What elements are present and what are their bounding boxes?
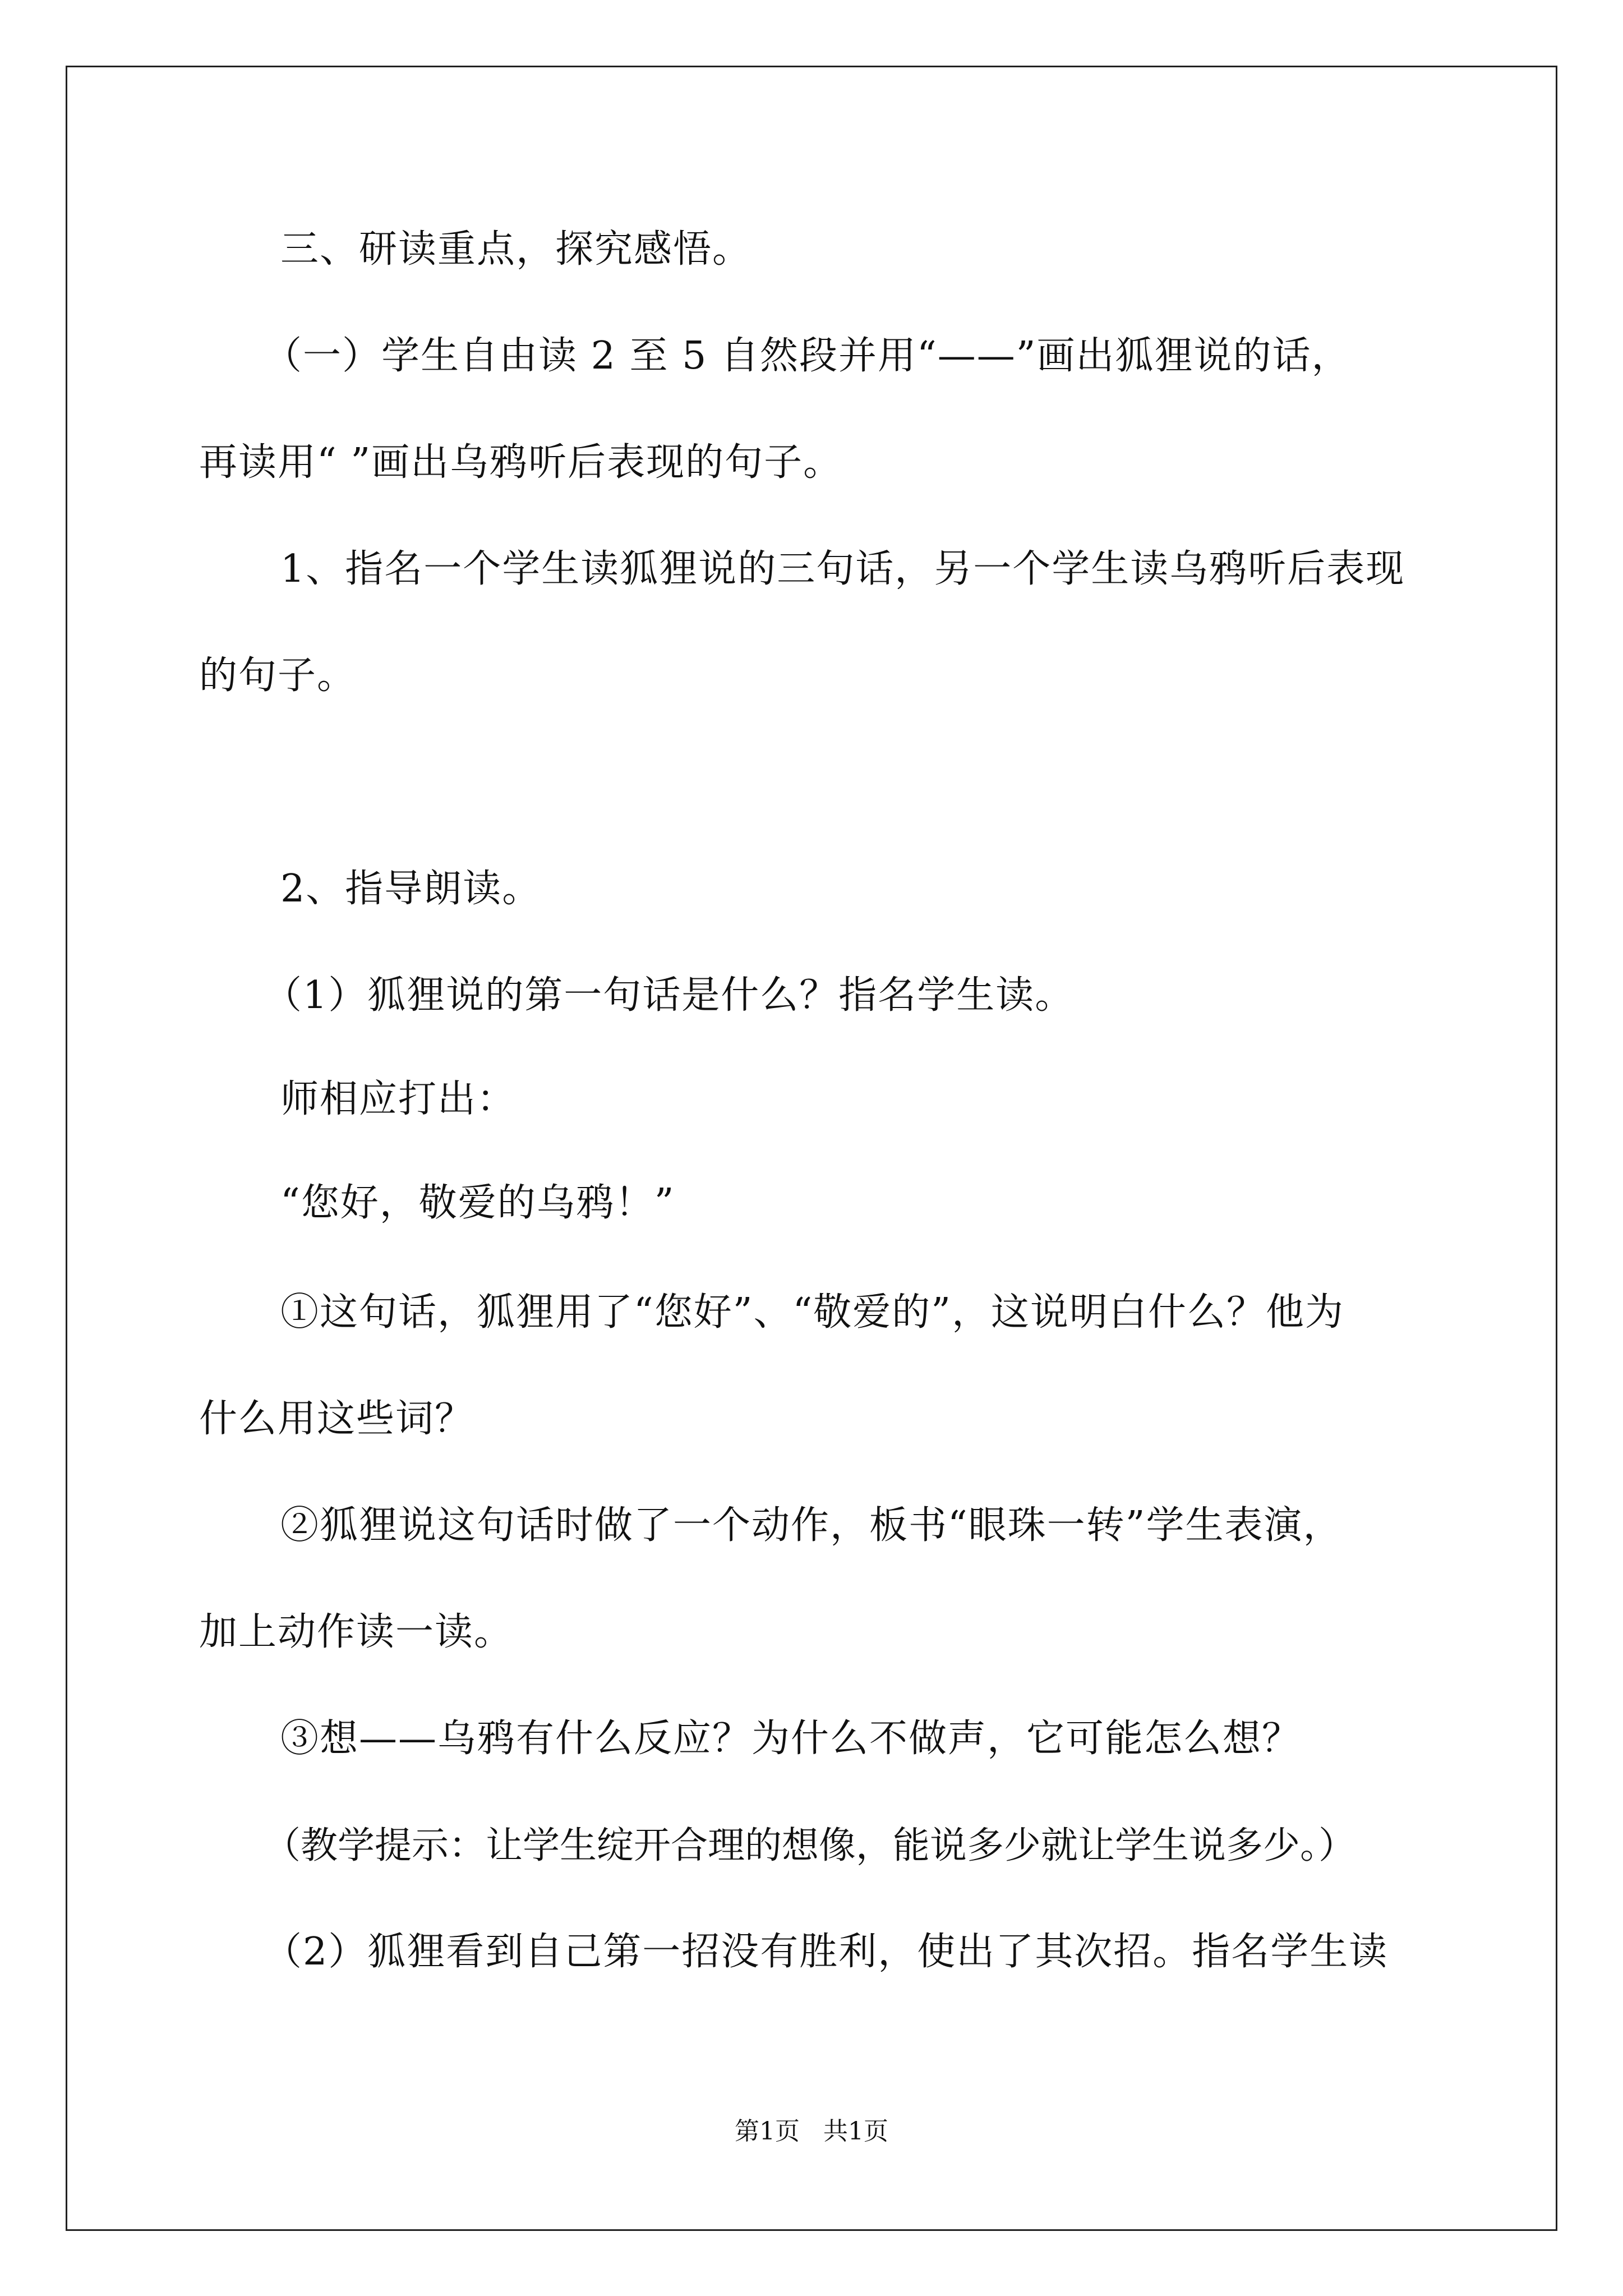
paragraph-line: ②狐狸说这句话时做了一个动作，板书“眼珠一转”学生表演， (280, 1503, 1343, 1548)
paragraph-line: （1）狐狸说的第一句话是什么？指名学生读。 (264, 973, 1075, 1018)
page-border (66, 66, 1557, 2231)
paragraph-line: 2、指导朗读。 (280, 867, 542, 911)
paragraph-line: 再读用“ ”画出乌鸦听后表现的句子。 (199, 440, 843, 485)
paragraph-line: 加上动作读一读。 (199, 1610, 514, 1654)
section-heading: 三、研读重点，探究感悟。 (280, 227, 752, 272)
paragraph-line: 师相应打出： (280, 1077, 517, 1121)
paragraph-line: ③想——乌鸦有什么反应？为什么不做声，它可能怎么想？ (280, 1717, 1302, 1761)
paragraph-line: （2）狐狸看到自己第一招没有胜利，使出了其次招。指名学生读 (264, 1930, 1389, 1974)
paragraph-line: 的句子。 (199, 654, 357, 698)
paragraph-line: “您好，敬爱的乌鸦！” (280, 1181, 675, 1225)
paragraph-line: 1、指名一个学生读狐狸说的三句话，另一个学生读乌鸦听后表现 (280, 547, 1405, 591)
page-footer: 第1页 共1页 (735, 2117, 888, 2146)
paragraph-line: （一）学生自由读 2 至 5 自然段并用“——”画出狐狸说的话， (264, 334, 1351, 378)
paragraph-line: （教学提示：让学生绽开合理的想像，能说多少就让学生说多少。） (264, 1824, 1355, 1867)
paragraph-line: ①这句话，狐狸用了“您好”、“敬爱的”，这说明白什么？他为 (280, 1290, 1345, 1335)
paragraph-line: 什么用这些词？ (199, 1397, 474, 1441)
